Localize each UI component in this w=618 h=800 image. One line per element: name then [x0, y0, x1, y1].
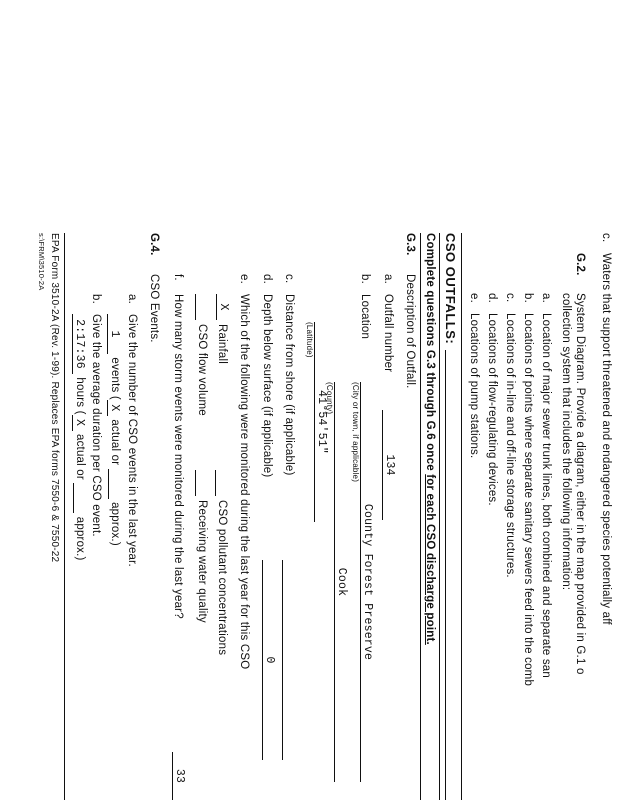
- location-city-field[interactable]: County Forest Preserve: [360, 382, 374, 782]
- distance-field[interactable]: [282, 560, 297, 760]
- g3-b-letter: b.: [359, 274, 371, 284]
- pollutant-checkbox[interactable]: [215, 470, 230, 496]
- depth-label: Depth below surface (if applicable): [261, 294, 273, 478]
- duration-field[interactable]: 2:17:36: [72, 314, 86, 374]
- g2-item-text: Locations of in-line and off-line storage structures.: [504, 313, 516, 578]
- location-label: Location: [359, 294, 371, 340]
- cso-events-answer-line: [107, 314, 121, 546]
- g2-number: G.2.: [574, 253, 586, 276]
- monitored-question: Which of the following were monitored during the last year for this CSO: [238, 294, 250, 670]
- g3-title: Description of Outfall.: [404, 274, 416, 389]
- duration-approx-checkbox[interactable]: [73, 483, 86, 513]
- g4-title: CSO Events.: [148, 274, 160, 343]
- g2-item-letter: e.: [468, 293, 480, 303]
- section-rule: [461, 233, 462, 800]
- flow-volume-label: CSO flow volume: [196, 324, 208, 416]
- location-latitude-caption: (Latitude): [305, 322, 314, 358]
- g4-a-letter: a.: [126, 294, 138, 304]
- duration-answer-line: [72, 314, 86, 561]
- events-approx-label: approx.): [109, 502, 121, 546]
- g2-item-letter: c.: [504, 293, 516, 303]
- g3-c-letter: c.: [283, 274, 295, 284]
- g4-number: G.4.: [148, 233, 160, 256]
- depth-field[interactable]: 0: [262, 560, 276, 760]
- outfall-number-field[interactable]: 134: [382, 410, 396, 520]
- footer-rule: [64, 233, 65, 800]
- duration-actual-checkbox[interactable]: X: [72, 415, 86, 431]
- flow-volume-checkbox[interactable]: [195, 294, 210, 320]
- distance-label: Distance from shore (if applicable): [283, 294, 295, 476]
- cso-instruction: [424, 233, 436, 645]
- g3-number: G.3.: [404, 233, 416, 256]
- g3-d-letter: d.: [261, 274, 273, 284]
- form-footer: EPA Form 3510-2A (Rev. 1-99). Replaces EPA forms 7550-6 & 7550-22: [49, 233, 60, 563]
- duration-approx-label: approx.): [74, 516, 86, 561]
- section-rule: [439, 233, 440, 800]
- g2-intro-line2: collection system that includes the following information:: [560, 293, 572, 591]
- rainfall-checkbox[interactable]: X: [216, 294, 230, 320]
- hours-label: hours (: [74, 377, 86, 415]
- location-city-caption: (City or town, if applicable): [351, 382, 360, 483]
- storm-events-question: How many storm events were monitored during the last year?: [172, 294, 184, 619]
- events-label: events (: [109, 357, 121, 400]
- location-latitude-field[interactable]: 41°54'51": [314, 322, 328, 522]
- g2-item-text: Location of major sewer trunk lines, both combined and separate san: [540, 313, 552, 678]
- outfall-number-label: Outfall number: [382, 294, 394, 373]
- events-actual-label: actual or: [109, 419, 121, 466]
- g2-item-letter: b.: [522, 293, 534, 303]
- g2-item-text: Locations of flow-regulating devices.: [486, 313, 498, 506]
- g3-a-letter: a.: [382, 274, 394, 284]
- pollutant-label: CSO pollutant concentrations: [216, 500, 228, 656]
- events-actual-checkbox[interactable]: X: [107, 400, 121, 416]
- storm-events-field[interactable]: 33: [172, 752, 186, 800]
- g2-item-text: Locations of points where separate sanitary sewers feed into the comb: [522, 313, 534, 687]
- rainfall-label: Rainfall: [216, 324, 228, 364]
- events-approx-checkbox[interactable]: [108, 469, 121, 499]
- g1-item-c-letter: c.: [600, 233, 612, 243]
- receiving-water-label: Receiving water quality: [196, 500, 208, 623]
- receiving-water-checkbox[interactable]: [195, 470, 210, 496]
- g4-b-letter: b.: [90, 294, 102, 304]
- location-county-field[interactable]: Cook: [334, 382, 348, 782]
- header-fill-line: [445, 350, 446, 800]
- g3-f-letter: f.: [172, 274, 184, 281]
- duration-actual-label: actual or: [74, 434, 86, 480]
- g2-item-letter: d.: [486, 293, 498, 303]
- location-county-caption: (County): [325, 382, 334, 415]
- section-rule: [420, 233, 421, 800]
- cso-outfalls-header: CSO OUTFALLS:: [443, 233, 458, 345]
- g2-item-letter: a.: [540, 293, 552, 303]
- g3-e-letter: e.: [238, 274, 250, 284]
- g2-item-text: Locations of pump stations.: [468, 313, 480, 459]
- g1-item-c-text: Waters that support threatened and endangered species potentially aff: [600, 253, 612, 625]
- form-code: s:\FRM\3510-2A: [37, 233, 46, 291]
- cso-instruction-underlined: for each CSO discharge point.: [424, 474, 436, 645]
- g2-intro-line1: System Diagram. Provide a diagram, either in the map provided in G.1 o: [574, 293, 586, 675]
- cso-events-count-field[interactable]: 1: [107, 314, 121, 354]
- duration-question: Give the average duration per CSO event.: [90, 314, 102, 537]
- cso-instruction-prefix: Complete questions G.3 through G.6 once: [424, 233, 436, 475]
- cso-events-question: Give the number of CSO events in the last year.: [126, 314, 138, 567]
